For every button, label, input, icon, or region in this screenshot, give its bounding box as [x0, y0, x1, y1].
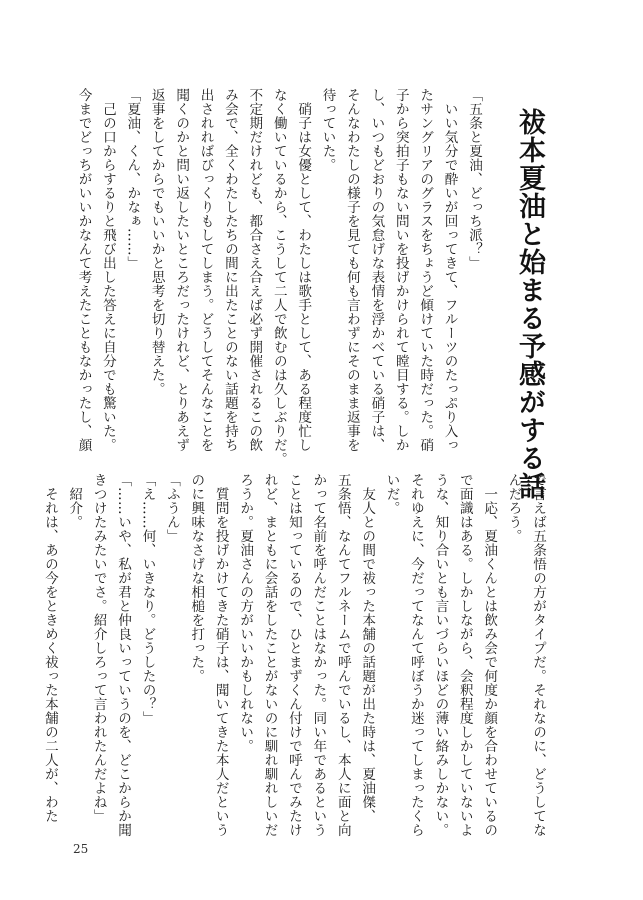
text-line: れど、まともに会話をしたことがないのに馴れ馴れしいだ [261, 473, 278, 837]
text-line: 「ふうん」 [163, 473, 180, 543]
text-line: いい気分で酔いが回ってきて、フルーツのたっぷり入っ [441, 88, 458, 452]
text-line: ろうか。夏油さんの方がいいかもしれない。 [237, 473, 254, 753]
text-line: で言えば五条悟の方がタイプだ。それなのに、どうしてな [530, 473, 546, 837]
body-text-upper-column [70, 88, 486, 466]
text-line: ことは知っているので、ひとまずくん付けで呼んでみたけ [285, 473, 302, 837]
text-line: んだろう。 [505, 473, 522, 543]
text-line: 質問を投げかけてきた硝子は、聞いてきた本人だという [212, 473, 229, 837]
text-line: きつけたみたいでさ。紹介しろって言われたんだよね」 [90, 473, 107, 823]
text-line: かって名前を呼んだことはなかった。同い年であるという [310, 473, 327, 837]
text-line: のに興味なさげな相槌を打った。 [188, 473, 205, 683]
text-line: 出されればびっくりもしてしまう。どうしてそんなことを [197, 88, 214, 452]
body-text-lower-column [41, 473, 550, 837]
text-line: し、いつもどおりの気怠げな表情を浮かべている硝子は、 [368, 88, 385, 452]
chapter-title: 祓本夏油と始まる予感がする話 [514, 108, 545, 500]
text-line: たサングリアのグラスをちょうど傾けていた時だった。硝 [417, 88, 434, 452]
text-line: 「五条と夏油、どっち派？」 [466, 88, 482, 270]
text-line: なく働いているから、こうして二人で飲むのは久しぶりだ。 [270, 88, 287, 466]
text-line: 「え……何、いきなり。どうしたの？」 [139, 473, 156, 725]
text-line: 己の口からするりと飛び出した答えに自分でも驚いた。 [99, 88, 116, 452]
text-line: それは、あの今をときめく祓った本舗の二人が、わた [41, 473, 58, 823]
page-number: 25 [73, 842, 89, 856]
text-line: 返事をしてからでもいいかと思考を切り替えた。 [148, 88, 165, 396]
text-line: それゆえに、今だってなんて呼ぼうか迷ってしまったくら [407, 473, 424, 837]
text-line: で面識はある。しかしながら、会釈程度しかしていないよ [456, 473, 473, 837]
text-line: うな、知り合いとも言いづらいほどの薄い絡みしかない。 [432, 473, 449, 837]
text-line: 硝子は女優として、わたしは歌手として、ある程度忙し [295, 88, 312, 452]
text-line: 待っていた。 [319, 88, 336, 172]
text-line: 「夏油、くん、かなぁ……」 [124, 88, 141, 270]
text-line: 紹介。 [66, 473, 83, 529]
text-line: 友人との間で祓った本舗の話題が出た時は、夏油傑、 [359, 473, 376, 823]
text-line: み会で、全くわたしたちの間に出たことのない話題を持ち [221, 88, 238, 452]
text-line: 一応、夏油くんとは飲み会で何度か顔を合わせているの [481, 473, 498, 837]
text-line: 聞くのかと問い返したいところだったけれど、とりあえず [173, 88, 190, 452]
text-line: いだ。 [383, 473, 400, 515]
text-line: 今までどっちがいいかなんて考えたこともなかったし、顔 [75, 88, 92, 452]
text-line: 不定期だけれども、都合さえ合えば必ず開催されるこの飲 [246, 88, 263, 452]
text-line: そんなわたしの様子を見ても何も言わずにそのまま返事を [343, 88, 360, 452]
text-line: 五条悟、なんてフルネームで呼んでいるし、本人に面と向 [334, 473, 351, 837]
text-line: 子から突拍子もない問いを投げかけられて瞠目する。しか [392, 88, 409, 452]
text-line: 「……いや、私が君と仲良いっていうのを、どこからか聞 [115, 473, 132, 837]
